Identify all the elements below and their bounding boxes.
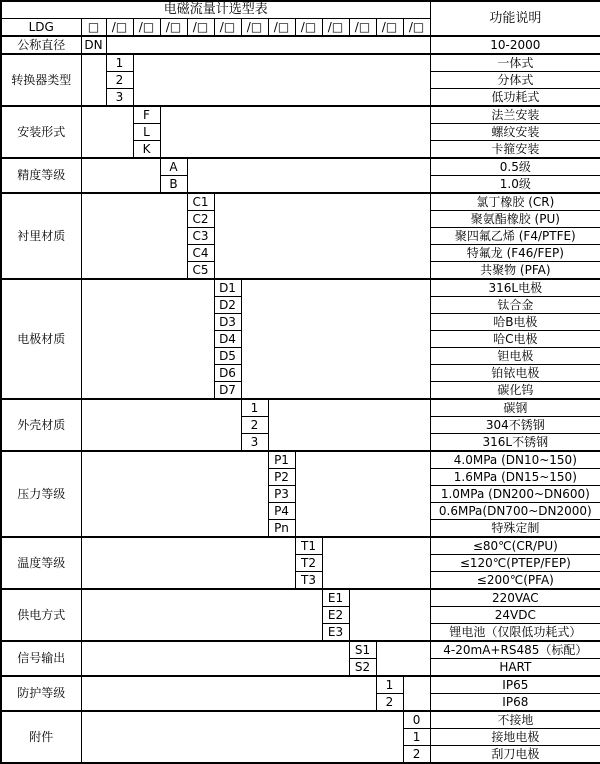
option-code: D7 [214,382,241,400]
group-label: 电极材质 [1,279,81,399]
option-code: 1 [376,676,403,694]
option-function: 24VDC [430,607,600,624]
option-code: S2 [349,659,376,677]
spacer-cell [81,279,214,399]
model-slot-cell: /□ [268,19,295,37]
group-label: 安装形式 [1,106,81,158]
spacer-cell [214,193,430,279]
group-label: 信号输出 [1,641,81,676]
option-function: 低功耗式 [430,89,600,107]
title-row [1,1,600,19]
option-code: B [160,176,187,194]
option-function: 一体式 [430,54,600,72]
model-slot-cell: /□ [349,19,376,37]
option-function: 铂铱电极 [430,365,600,382]
table-row [1,279,600,297]
option-function: 共聚物 (PFA) [430,262,600,280]
option-function: 分体式 [430,72,600,89]
spacer-cell [81,193,187,279]
model-slot-cell: /□ [241,19,268,37]
spacer-cell [81,158,160,193]
spacer-cell [349,589,430,641]
option-function: 聚四氟乙烯 (F4/PTFE) [430,228,600,245]
table-row [1,589,600,607]
option-function: 哈C电极 [430,331,600,348]
option-function: 316L不锈钢 [430,434,600,452]
spacer-cell [403,676,430,711]
option-function: 316L电极 [430,279,600,297]
group-label: 外壳材质 [1,399,81,451]
option-function: 10-2000 [430,36,600,54]
option-code: T3 [295,572,322,590]
spacer-cell [106,36,430,54]
spacer-cell [133,54,430,106]
model-slot-cell: /□ [376,19,403,37]
option-code: E2 [322,607,349,624]
option-code: D6 [214,365,241,382]
spacer-cell [295,451,430,537]
table-row [1,158,600,176]
spacer-cell [81,589,322,641]
option-function: 4.0MPa (DN10~150) [430,451,600,469]
option-function: 碳化钨 [430,382,600,400]
spacer-cell [81,451,268,537]
option-function: 特殊定制 [430,520,600,538]
model-slot-cell: /□ [187,19,214,37]
option-function: 氯丁橡胶 (CR) [430,193,600,211]
option-function: 1.0MPa (DN200~DN600) [430,486,600,503]
option-code: 1 [241,399,268,417]
table-row [1,676,600,694]
spacer-cell [81,537,295,589]
option-code: 1 [403,729,430,746]
option-function: 法兰安装 [430,106,600,124]
group-label: 转换器类型 [1,54,81,106]
option-code: A [160,158,187,176]
group-label-dn: 公称直径 [1,36,81,54]
spacer-cell [81,641,349,676]
option-function: 0.5级 [430,158,600,176]
option-code: 3 [241,434,268,452]
model-slot-cell: /□ [403,19,430,37]
model-slot-cell: /□ [322,19,349,37]
page-title: 电磁流量计选型表 [1,1,430,19]
option-code: P1 [268,451,295,469]
option-code: P4 [268,503,295,520]
group-label: 防护等级 [1,676,81,711]
group-label: 压力等级 [1,451,81,537]
model-slot-cell: /□ [214,19,241,37]
group-label: 供电方式 [1,589,81,641]
option-code: 0 [403,711,430,729]
option-code: L [133,124,160,141]
option-function: 接地电极 [430,729,600,746]
option-code: D3 [214,314,241,331]
table-row [1,193,600,211]
option-code: P2 [268,469,295,486]
option-code: 3 [106,89,133,107]
option-code: 2 [376,694,403,712]
spacer-cell [376,641,430,676]
option-code: Pn [268,520,295,538]
spacer-cell [187,158,430,193]
spacer-cell [81,399,241,451]
option-function: 刮刀电极 [430,746,600,764]
option-code: DN [81,36,106,54]
option-code: C3 [187,228,214,245]
option-function: HART [430,659,600,677]
option-function: 特氟龙 (F46/FEP) [430,245,600,262]
option-function: 不接地 [430,711,600,729]
option-code: K [133,141,160,159]
option-code: F [133,106,160,124]
spacer-cell [268,399,430,451]
option-function: 1.6MPa (DN15~150) [430,469,600,486]
spacer-cell [81,54,106,106]
option-function: 碳钢 [430,399,600,417]
spacer-cell [81,106,133,158]
table-row [1,54,600,72]
model-slot-cell: /□ [160,19,187,37]
spacer-cell [241,279,430,399]
option-function: ≤80℃(CR/PU) [430,537,600,555]
option-code: D2 [214,297,241,314]
option-function: 钽电极 [430,348,600,365]
option-code: 2 [106,72,133,89]
option-code: P3 [268,486,295,503]
option-function: 304不锈钢 [430,417,600,434]
table-row [1,641,600,659]
option-code: C1 [187,193,214,211]
spacer-cell [322,537,430,589]
dn-row [1,36,600,54]
option-code: D4 [214,331,241,348]
function-column-header: 功能说明 [430,1,600,36]
group-label: 温度等级 [1,537,81,589]
option-code: E3 [322,624,349,642]
option-code: 1 [106,54,133,72]
option-function: 220VAC [430,589,600,607]
group-label: 精度等级 [1,158,81,193]
spacer-cell [81,711,403,763]
option-function: ≤200℃(PFA) [430,572,600,590]
option-function: 锂电池（仅限低功耗式） [430,624,600,642]
option-code: 2 [241,417,268,434]
option-function: 螺纹安装 [430,124,600,141]
option-code: E1 [322,589,349,607]
option-function: 钛合金 [430,297,600,314]
table-row [1,399,600,417]
option-code: S1 [349,641,376,659]
table-row [1,451,600,469]
option-function: 1.0级 [430,176,600,194]
option-function: 卡箍安装 [430,141,600,159]
table-row [1,537,600,555]
spacer-cell [160,106,430,158]
spacer-cell [81,676,376,711]
model-prefix: LDG [1,19,81,37]
option-code: D5 [214,348,241,365]
table-row [1,711,600,729]
option-function: 哈B电极 [430,314,600,331]
group-label: 附件 [1,711,81,763]
option-code: C4 [187,245,214,262]
model-slot-cell: /□ [106,19,133,37]
option-code: C5 [187,262,214,280]
option-code: T2 [295,555,322,572]
table-row [1,106,600,124]
option-function: 0.6MPa(DN700~DN2000) [430,503,600,520]
option-code: T1 [295,537,322,555]
option-function: 聚氨酯橡胶 (PU) [430,211,600,228]
option-code: C2 [187,211,214,228]
option-function: IP65 [430,676,600,694]
model-slot-cell: /□ [133,19,160,37]
option-function: ≤120℃(PTEP/FEP) [430,555,600,572]
option-code: D1 [214,279,241,297]
model-slot-cell: /□ [295,19,322,37]
option-function: 4-20mA+RS485（标配） [430,641,600,659]
model-box-cell: □ [81,19,106,37]
group-label: 衬里材质 [1,193,81,279]
option-code: 2 [403,746,430,764]
option-function: IP68 [430,694,600,712]
